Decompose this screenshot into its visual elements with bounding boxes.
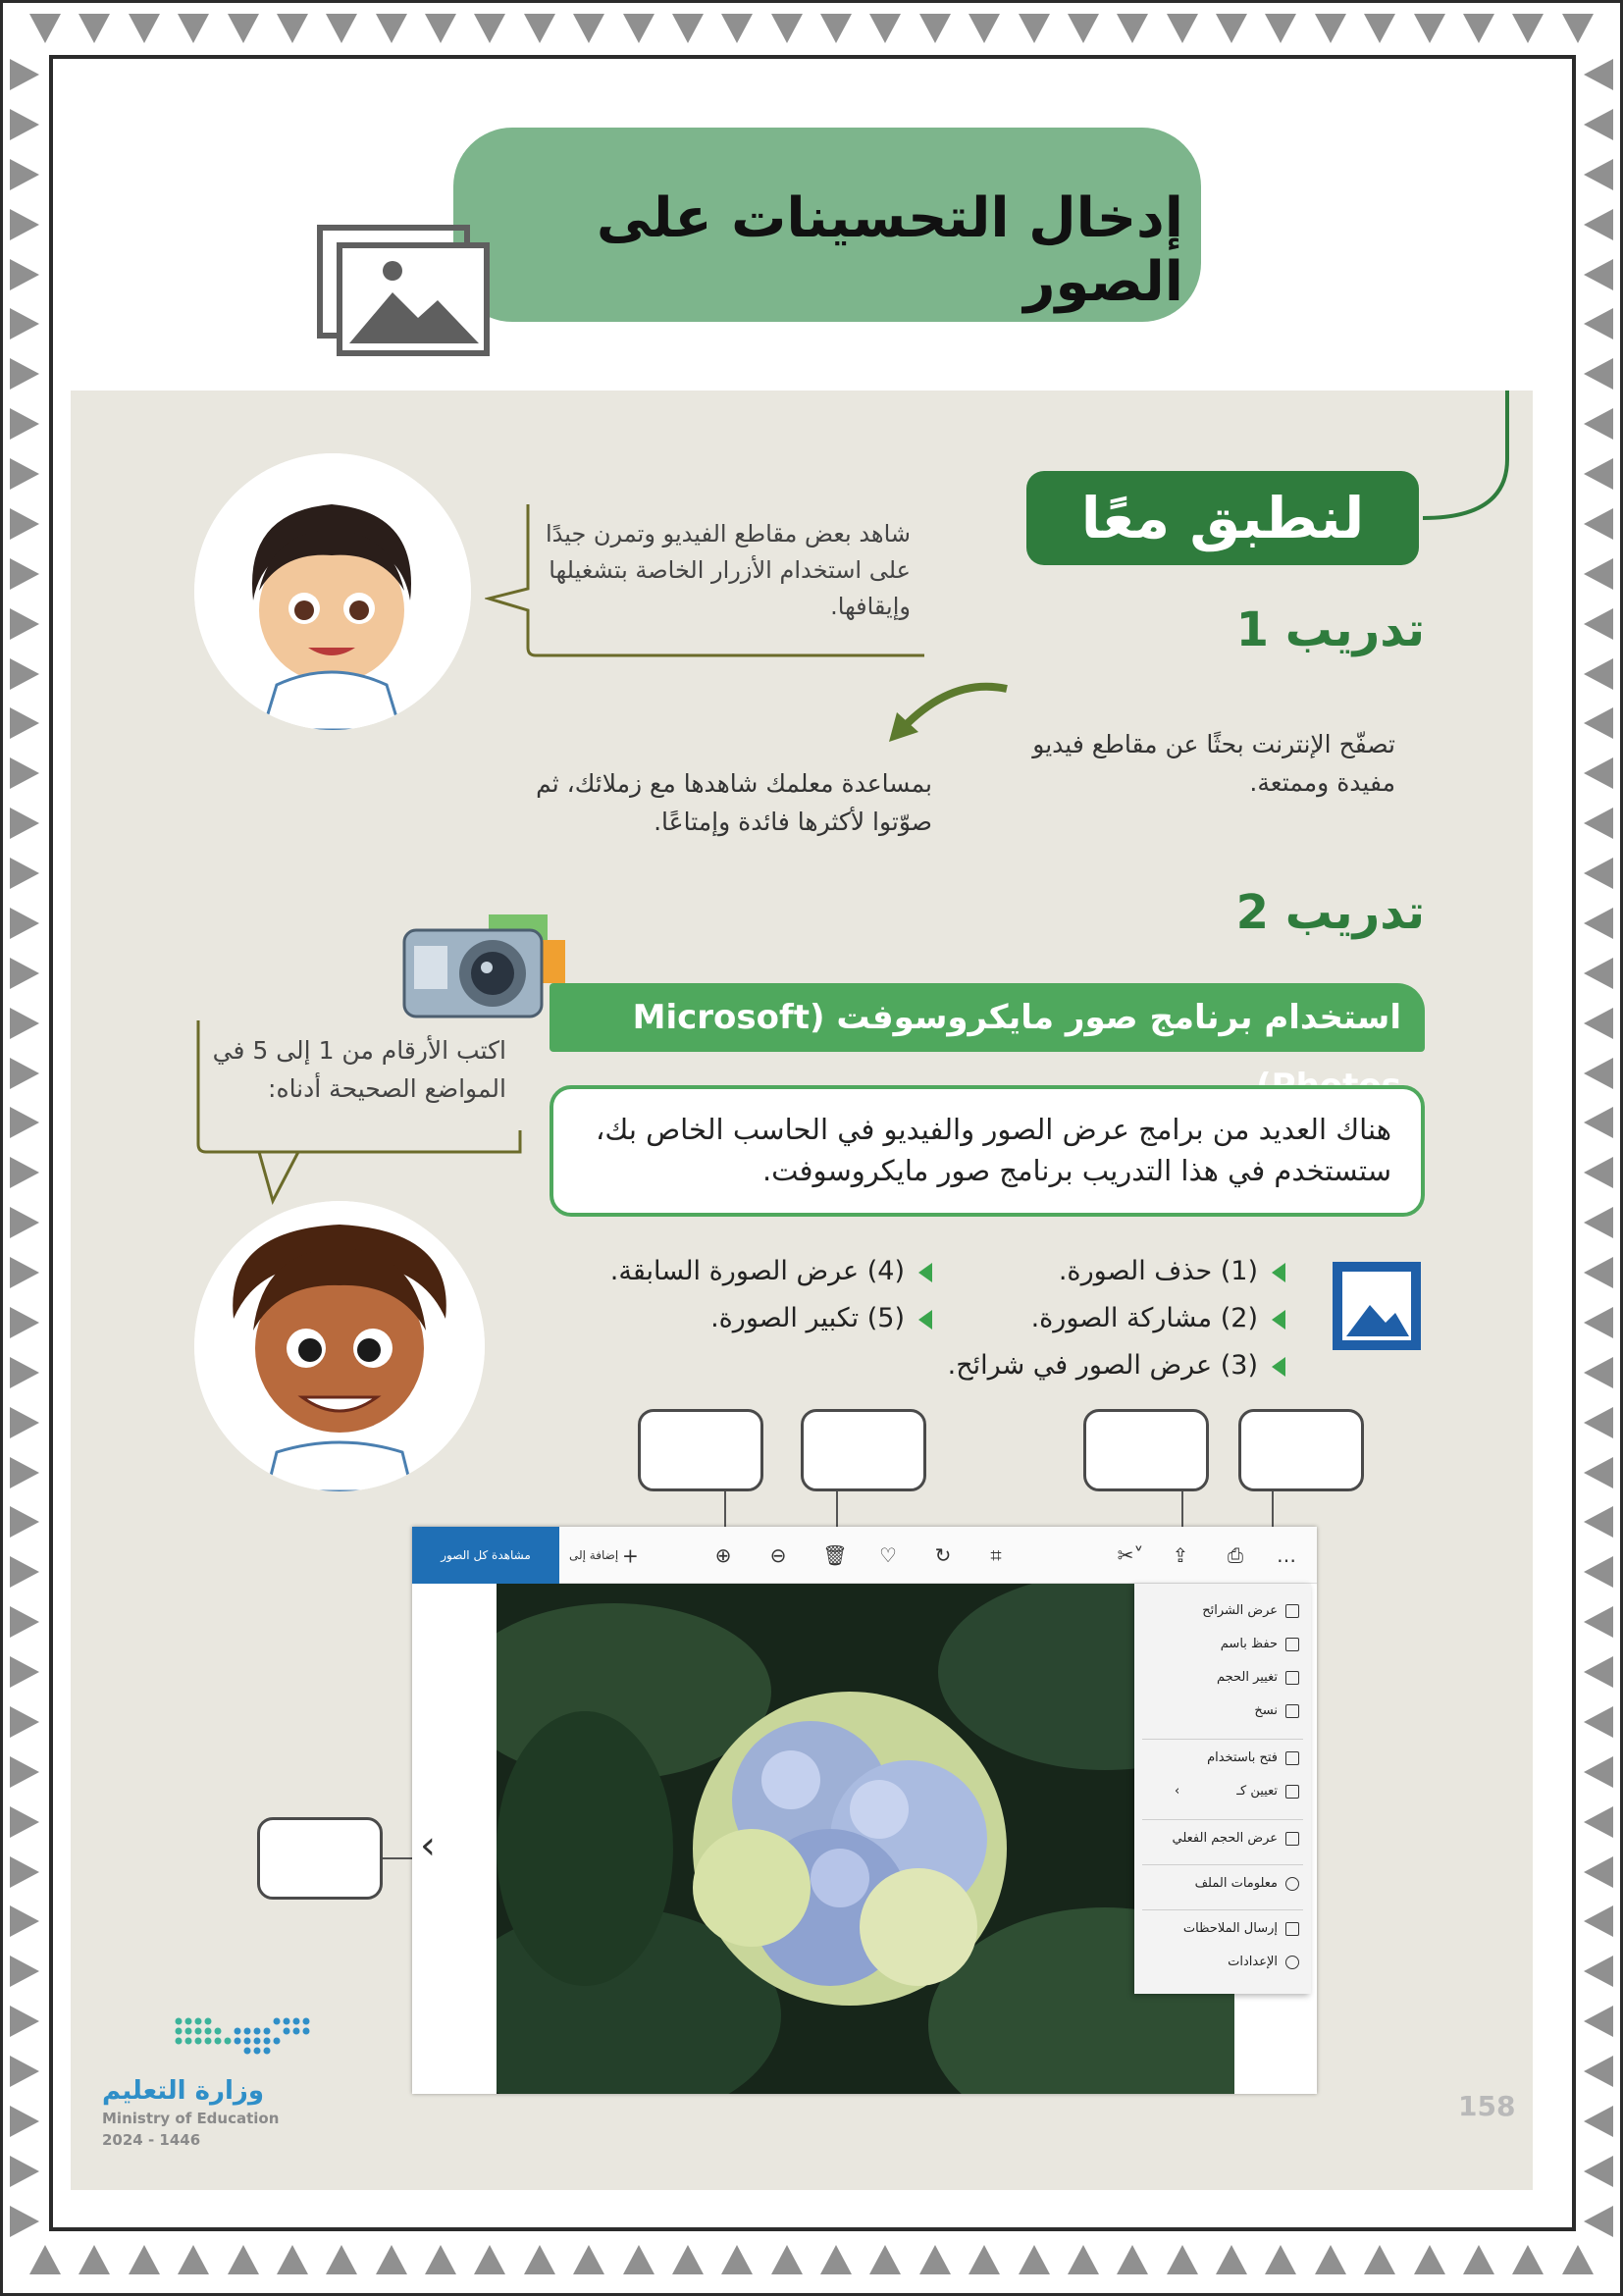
favorite-heart-icon[interactable]: ♡ <box>879 1543 897 1567</box>
list-item-4: (4) عرض الصورة السابقة. <box>550 1256 932 1286</box>
right-triangle-border <box>1584 59 1623 2237</box>
menu-item-send-feedback[interactable]: إرسال الملاحظات <box>1183 1921 1299 1936</box>
list-item-2: (2) مشاركة الصورة. <box>932 1303 1285 1333</box>
menu-item-open-with[interactable]: فتح باستخدام <box>1207 1750 1299 1765</box>
menu-separator <box>1142 1739 1303 1740</box>
add-to-button[interactable]: + إضافة إلى <box>569 1543 639 1568</box>
bottom-triangle-border <box>29 2245 1594 2284</box>
answer-box-share[interactable] <box>1083 1409 1209 1491</box>
info-icon <box>1285 1877 1299 1891</box>
zoom-in-icon[interactable]: ⊕ <box>714 1543 732 1567</box>
speech-bubble-1-text: شاهد بعض مقاطع الفيديو وتمرن جيدًا على استخدام الأزرار الخاصة بتشغيلها وإيقافها. <box>545 520 911 621</box>
menu-item-save-as[interactable]: حفظ باسم <box>1221 1637 1299 1651</box>
menu-item-copy[interactable]: نسخ <box>1254 1703 1299 1718</box>
page-title: إدخال التحسينات على الصور <box>596 186 1183 314</box>
edit-tools-icon[interactable]: ✂˅ <box>1117 1543 1144 1567</box>
slideshow-icon <box>1285 1604 1299 1618</box>
list-item-3: (3) عرض الصور في شرائح. <box>883 1350 1285 1381</box>
speech-bubble-2-text: اكتب الأرقام من 1 إلى 5 في المواضع الصحيحة أدناه: <box>212 1036 506 1103</box>
page-number: 158 <box>1458 2090 1516 2122</box>
view-all-photos-button[interactable]: مشاهدة كل الصور <box>412 1527 559 1584</box>
menu-item-set-as[interactable]: تعيين كـ › <box>1175 1784 1299 1799</box>
menu-item-actual-size[interactable]: عرض الحجم الفعلي <box>1173 1831 1299 1846</box>
photos-app-icon <box>1331 1260 1423 1352</box>
menu-item-resize[interactable]: تغيير الحجم <box>1217 1670 1299 1685</box>
delete-icon[interactable]: 🗑 <box>822 1543 848 1567</box>
chevron-icon: › <box>1175 1784 1180 1799</box>
menu-item-file-info[interactable]: معلومات الملف <box>1195 1876 1299 1891</box>
academic-year: 2024 - 1446 <box>102 2131 201 2149</box>
menu-separator <box>1142 1909 1303 1910</box>
exercise-1-instruction: تصفّح الإنترنت بحثًا عن مقاطع فيديو مفيدة وممتعة. <box>1032 730 1395 797</box>
share-icon[interactable]: ⇪ <box>1172 1543 1189 1567</box>
picture-icon <box>316 224 493 357</box>
menu-separator <box>1142 1864 1303 1865</box>
menu-item-slideshow[interactable]: عرض الشرائح <box>1202 1603 1299 1618</box>
exercise-2-heading: تدريب 2 <box>1235 885 1425 940</box>
crop-icon[interactable]: ⌗ <box>990 1543 1002 1567</box>
resize-icon <box>1285 1671 1299 1685</box>
apply-together-label: لنطبق معًا <box>1026 471 1419 565</box>
camera-icon <box>398 911 575 1028</box>
answer-box-delete[interactable] <box>801 1409 926 1491</box>
copy-icon <box>1285 1704 1299 1718</box>
save-icon <box>1285 1638 1299 1651</box>
exercise-1-followup: بمساعدة معلمك شاهدها مع زملائك، ثم صوّتوا لأكثرها فائدة وإمتاعًا. <box>536 769 932 836</box>
menu-separator <box>1142 1819 1303 1820</box>
list-item-5: (5) تكبير الصورة. <box>550 1303 932 1333</box>
answer-box-slideshow[interactable] <box>1238 1409 1364 1491</box>
set-as-icon <box>1285 1785 1299 1799</box>
left-triangle-border <box>10 59 49 2237</box>
print-icon[interactable]: ⎙ <box>1228 1543 1243 1567</box>
girl-avatar <box>194 453 471 730</box>
top-triangle-border <box>29 14 1594 53</box>
more-options-icon[interactable]: … <box>1277 1543 1296 1567</box>
section-title-bar: استخدام برنامج صور مايكروسوفت (Microsoft <box>550 983 1425 1052</box>
rotate-icon[interactable]: ↻ <box>934 1543 952 1567</box>
zoom-out-icon[interactable]: ⊖ <box>769 1543 787 1567</box>
ministry-name-english: Ministry of Education <box>102 2110 280 2127</box>
ministry-logo-icon <box>98 2011 334 2070</box>
gear-icon <box>1285 1956 1299 1969</box>
hydrangea-photo <box>497 1584 1234 2094</box>
answer-box-previous[interactable] <box>257 1817 383 1900</box>
ministry-name-arabic: وزارة التعليم <box>102 2076 264 2106</box>
list-item-1: (1) حذف الصورة. <box>932 1256 1285 1286</box>
plus-icon: + <box>621 1543 639 1568</box>
menu-item-settings[interactable]: الإعدادات <box>1228 1955 1299 1969</box>
photos-app-window <box>412 1527 1317 2094</box>
exercise-1-heading: تدريب 1 <box>1235 602 1425 657</box>
more-options-menu <box>1134 1584 1311 1994</box>
feedback-icon <box>1285 1922 1299 1936</box>
open-with-icon <box>1285 1751 1299 1765</box>
section-description: هناك العديد من برامج عرض الصور والفيديو في الحاسب الخاص بك، ستستخدم في هذا التدريب برنامج صور مايكروسوفت. <box>550 1085 1425 1217</box>
curved-arrow-icon <box>883 677 1011 746</box>
boy-avatar <box>194 1201 485 1491</box>
apply-connector-line <box>1413 391 1511 538</box>
answer-box-zoom[interactable] <box>638 1409 763 1491</box>
photos-toolbar <box>412 1527 1317 1584</box>
previous-photo-arrow[interactable]: ‹ <box>420 1823 436 1868</box>
actual-size-icon <box>1285 1832 1299 1846</box>
